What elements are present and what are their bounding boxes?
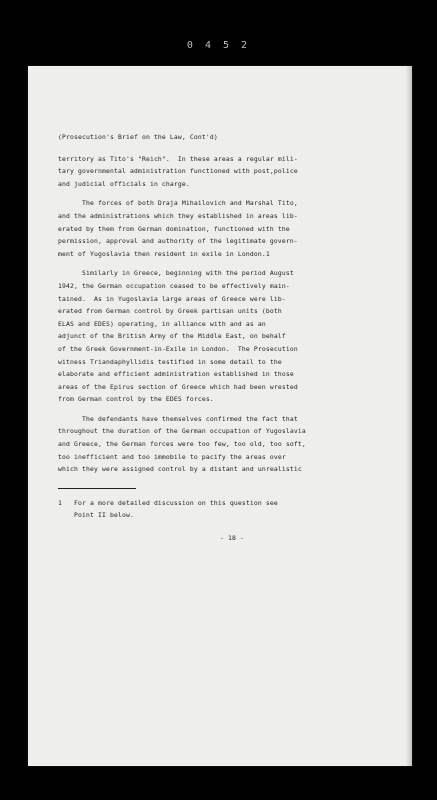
text-line: tary governmental administration functioned with post,police: [58, 167, 298, 176]
paragraph: [58, 197, 406, 260]
document-page: [28, 66, 412, 766]
text-line: permission, approval and authority of the legitimate govern-: [58, 237, 298, 246]
text-line: and the administrations which they established in areas lib-: [58, 211, 298, 220]
text-line: and judicial officials in charge.: [58, 179, 190, 188]
text-line: adjunct of the British Army of the Middle East, on behalf: [58, 332, 286, 341]
text-line: erated from German control by Greek partisan units (both: [58, 307, 282, 316]
text-line: throughout the duration of the German occupation of Yugoslavia: [58, 427, 306, 436]
paragraph: [58, 413, 406, 476]
text-line: ment of Yugoslavia then resident in exile in London.1: [58, 249, 270, 258]
page-edge-shadow: [406, 66, 412, 766]
footnote-rule: [58, 488, 136, 489]
paragraph: [58, 267, 406, 406]
text-line: elaborate and efficient administration established in those: [58, 370, 294, 379]
text-line: and Greece, the German forces were too few, too old, too soft,: [58, 440, 306, 449]
body-text: [58, 153, 406, 476]
text-line: of the Greek Government-in-Exile in London. The Prosecution: [58, 344, 298, 353]
text-line: The defendants have themselves confirmed the fact that: [58, 414, 298, 423]
page-heading: (Prosecution's Brief on the Law, Cont'd): [58, 133, 218, 141]
text-line: The forces of both Draja Mihailovich and Marshal Tito,: [58, 199, 298, 208]
page-number: - 18 -: [220, 534, 244, 543]
text-line: erated by them from German domination, functioned with the: [58, 224, 290, 233]
page-content: [58, 131, 406, 545]
text-line: Similarly in Greece, beginning with the period August: [58, 269, 294, 278]
text-line: territory as Tito's "Reich". In these areas a regular mili-: [58, 154, 298, 163]
text-line: from German control by the EDES forces.: [58, 395, 214, 404]
text-line: 1942, the German occupation ceased to be effectively main-: [58, 281, 290, 290]
paragraph: [58, 153, 406, 191]
text-line: too inefficient and too immobile to pacify the areas over: [58, 452, 286, 461]
text-line: which they were assigned control by a distant and unrealistic: [58, 465, 302, 474]
text-line: ELAS and EDES) operating, in alliance with and as an: [58, 319, 266, 328]
text-line: witness Triandaphyllidis testified in some detail to the: [58, 357, 282, 366]
text-line: areas of the Epirus section of Greece which had been wrested: [58, 382, 298, 391]
text-line: tained. As in Yugoslavia large areas of Greece were lib-: [58, 294, 286, 303]
footnote: 1 For a more detailed discussion on this question see Point II below.: [58, 498, 278, 520]
microfilm-frame-number: 0 4 5 2: [186, 40, 251, 51]
